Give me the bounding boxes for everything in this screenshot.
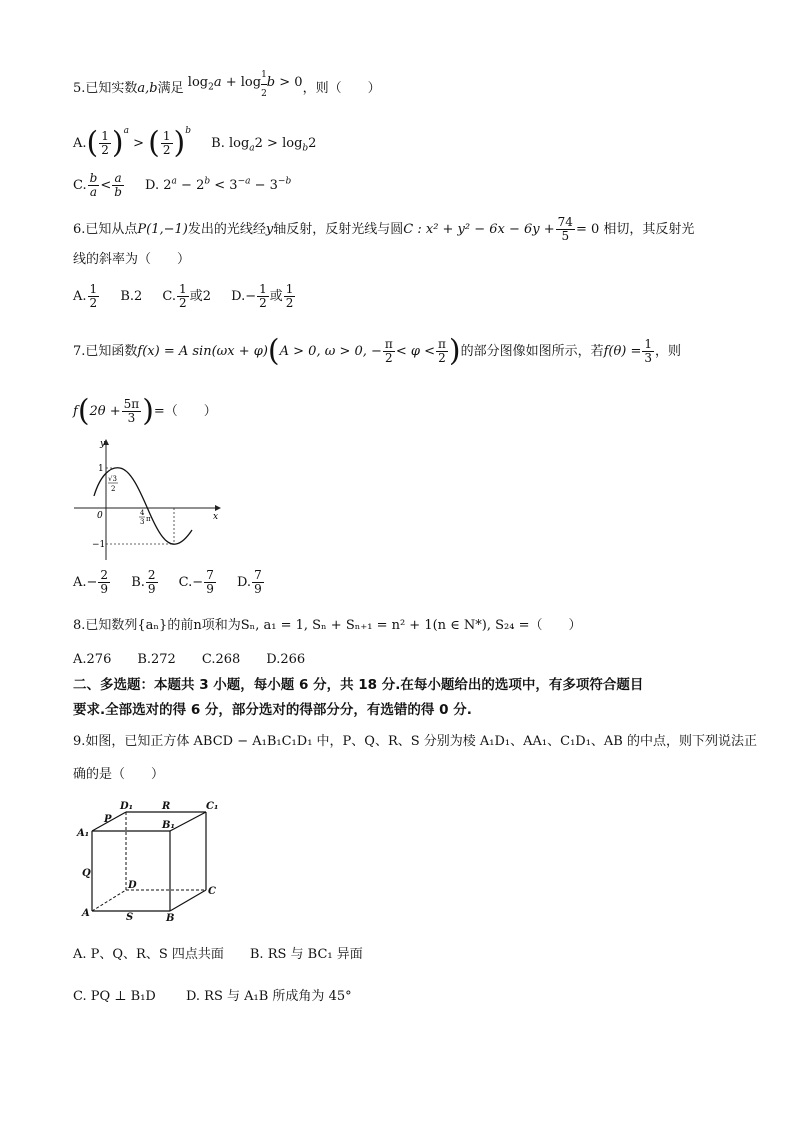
- section2-line2: 要求.全部选对的得 6 分，部分选对的得部分分，有选错的得 0 分.: [73, 702, 472, 718]
- graph-x-label: x: [213, 512, 219, 522]
- graph-tick-sqrt-d: 2: [111, 485, 116, 493]
- graph-tick-x-n: 4: [140, 509, 145, 517]
- cube-label-B1: B₁: [162, 820, 175, 831]
- cube-label-P: P: [104, 814, 112, 825]
- q7-stem-line2: f(2θ + $\frac{5\pi}{3}$ )=（ ）: [73, 393, 217, 429]
- graph-origin: 0: [97, 511, 103, 521]
- section2-line1: 二、多选题：本题共 3 小题，每小题 6 分，共 18 分.在每小题给出的选项中，有多项符合题目: [73, 677, 644, 693]
- q6-options: A. $\frac{1}{2}$ B.2 C. $\frac{1}{2}$ 或2 D.− $\frac{1}{2}$ 或 $\frac{1}{2}$: [73, 282, 294, 310]
- cube-label-Q: Q: [82, 868, 91, 879]
- q6-stem-line1: 6.已知从点P(1,−1)发出的光线经y轴反射，反射光线与圆C : x² + y² − 6x − 6y + $\frac{74}{5}$ = 0 相切，其反射光: [73, 215, 695, 243]
- q9-stem-line2: 确的是（ ）: [73, 767, 165, 782]
- q6-stem-line2: 线的斜率为（ ）: [73, 252, 191, 267]
- sine-graph: [70, 436, 230, 564]
- cube-label-A: A: [82, 908, 90, 919]
- graph-y-label: y: [100, 439, 106, 449]
- q9-options-cd: C. PQ ⊥ B₁D D. RS 与 A₁B 所成角为 45°: [73, 989, 352, 1004]
- q8-stem: 8.已知数列{aₙ}的前n项和为Sₙ, a₁ = 1, Sₙ + Sₙ₊₁ = n² + 1(n ∈ N*), S₂₄ =（ ）: [73, 618, 582, 633]
- cube-figure: [74, 796, 224, 924]
- cube-label-A1: A₁: [77, 828, 90, 839]
- cube-label-R: R: [162, 801, 171, 812]
- q8-options: A.276 B.272 C.268 D.266: [73, 652, 306, 667]
- graph-tick-sqrt: √3: [108, 475, 117, 483]
- graph-tick-x-d: 3: [140, 518, 145, 526]
- graph-tick-m1: −1: [92, 540, 106, 550]
- cube-label-B: B: [166, 913, 175, 924]
- cube-label-C1: C₁: [206, 801, 219, 812]
- cube-label-D1: D₁: [120, 801, 134, 812]
- cube-label-D: D: [128, 880, 137, 891]
- q5-options-cd: C. $\frac{b}{a}$ < $\frac{a}{b}$ D. $2^a - 2^b < 3^{-a} - 3^{-b}$: [73, 171, 292, 199]
- q7-stem-line1: 7.已知函数f(x) = A sin(ωx + φ)(A > 0, ω > 0, − $\frac{\pi}{2}$ < φ < $\frac{\pi}{2}$ )的部分图像如图所示，若f(θ) = $\frac{1}{3}$ ，则: [73, 333, 682, 369]
- cube-label-S: S: [126, 912, 134, 923]
- q9-stem-line1: 9.如图，已知正方体 ABCD − A₁B₁C₁D₁ 中，P、Q、R、S 分别为棱 A₁D₁、AA₁、C₁D₁、AB 的中点，则下列说法正: [73, 734, 757, 749]
- q9-options-ab: A. P、Q、R、S 四点共面 B. RS 与 BC₁ 异面: [73, 947, 363, 962]
- cube-label-C: C: [208, 886, 216, 897]
- graph-tick-1: 1: [98, 464, 104, 474]
- q7-options: A.− $\frac{2}{9}$ B. $\frac{2}{9}$ C.− $\frac{7}{9}$ D. $\frac{7}{9}$: [73, 568, 262, 596]
- graph-tick-x-pi: π: [146, 515, 151, 523]
- q5-options-ab: A.( $\frac{1}{2}$ )$^a$ > ( $\frac{1}{2}$ )$^b$ B. $\log_a2 > \log_b2$: [73, 125, 317, 161]
- q5-stem: 5.已知实数a,b满足 $\log_2a + \log$ $\frac{1}{2}$ b > 0，则（ ）: [73, 72, 381, 109]
